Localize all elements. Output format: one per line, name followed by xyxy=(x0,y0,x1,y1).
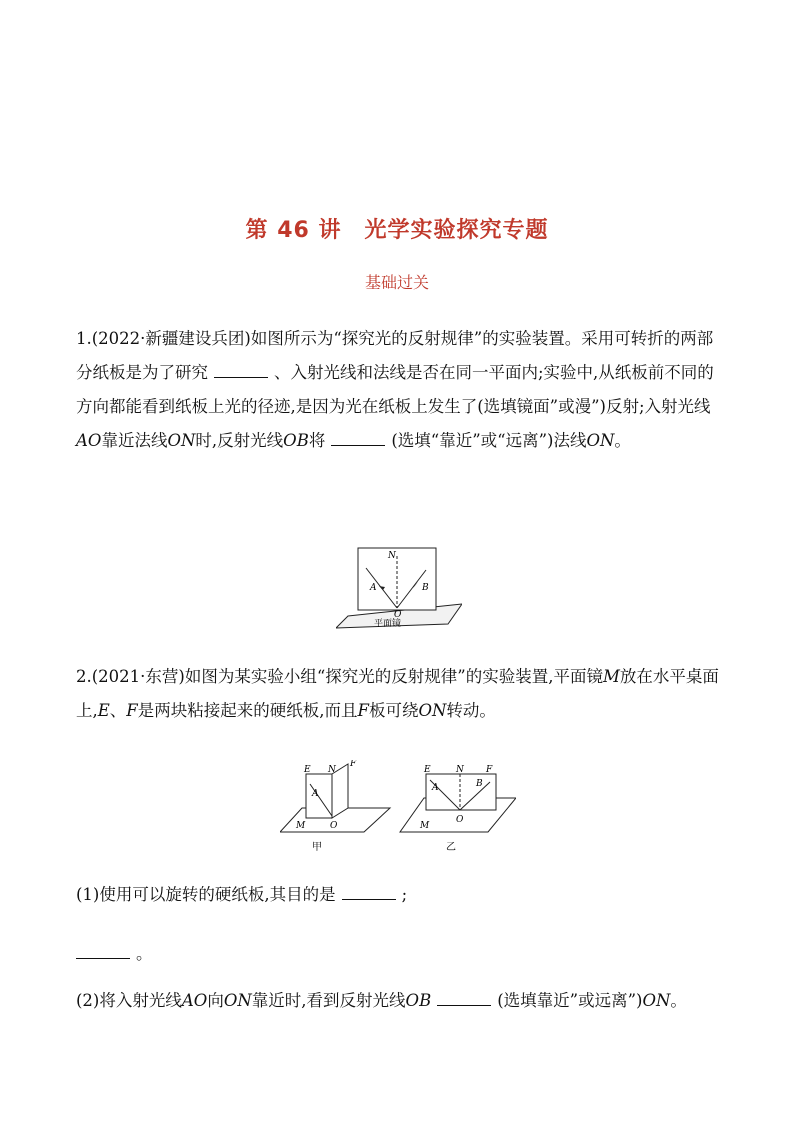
fig2-right-m: M xyxy=(420,821,430,831)
q1-text-e: 将 xyxy=(308,431,326,450)
fig2-right-a: A xyxy=(432,783,439,793)
question-2 xyxy=(76,660,721,728)
fig2-left-caption: 甲 xyxy=(312,842,322,853)
q2-text-b: 放在水平桌面上, xyxy=(76,667,719,720)
answer-blank-3[interactable] xyxy=(342,883,396,900)
fig2-left-m: M xyxy=(296,821,306,831)
answer-blank-5[interactable] xyxy=(437,989,491,1006)
question-2-part-1-cont xyxy=(76,940,153,964)
q2-2-on2: ON xyxy=(642,991,671,1010)
q2-text-d: 是两块粘接起来的硬纸板,而且 xyxy=(137,701,358,720)
q2-text-e2: 板可绕 xyxy=(368,701,419,720)
q2-1-period: 。 xyxy=(136,944,153,963)
fig2-right-e: E xyxy=(424,765,431,775)
q2-2-text-d: (选填靠近”或远离”) xyxy=(497,991,643,1010)
question-2-part-1 xyxy=(76,881,407,905)
q2-f2: F xyxy=(357,701,369,720)
q2-2-on: ON xyxy=(223,991,252,1010)
fig1-caption: 平面镜 xyxy=(374,619,402,629)
answer-blank-4[interactable] xyxy=(76,942,130,959)
q1-ao: AO xyxy=(76,431,102,450)
section-subtitle: 基础过关 xyxy=(364,273,429,292)
fig2-left-o: O xyxy=(330,821,338,831)
q2-2-text-a: (2)将入射光线 xyxy=(76,991,182,1010)
q2-2-text-b: 向 xyxy=(207,991,224,1010)
q1-on2: ON xyxy=(586,431,615,450)
fig2-right-f: F xyxy=(486,765,493,775)
fig1-label-o: O xyxy=(394,610,402,620)
figure-1-reflection-apparatus xyxy=(336,544,462,630)
question-2-part-2 xyxy=(76,987,687,1011)
q2-2-ob: OB xyxy=(405,991,432,1010)
q1-ob: OB xyxy=(283,431,309,450)
answer-blank-1[interactable] xyxy=(214,361,268,378)
q2-1-semicolon: ; xyxy=(401,885,408,904)
answer-blank-2[interactable] xyxy=(331,429,385,446)
q1-text-d: 时,反射光线 xyxy=(195,431,284,450)
q2-text-a: 2.(2021·东营)如图为某实验小组“探究光的反射规律”的实验装置,平面镜 xyxy=(76,667,603,686)
fig2-left-f: F xyxy=(350,760,357,769)
q1-text-c: 靠近法线 xyxy=(101,431,168,450)
q2-text-g: 转动。 xyxy=(446,701,496,720)
q2-2-ao: AO xyxy=(181,991,208,1010)
fig2-left-n: N xyxy=(328,765,336,775)
q2-e: E xyxy=(97,701,110,720)
fig1-label-n: N xyxy=(388,551,396,561)
page-title: 第 46 讲 光学实验探究专题 xyxy=(245,218,549,243)
q1-text-f: (选填“靠近”或“远离”)法线 xyxy=(391,431,587,450)
question-1 xyxy=(76,322,721,458)
q2-2-text-c: 靠近时,看到反射光线 xyxy=(251,991,406,1010)
fig1-label-a: A xyxy=(370,583,377,593)
fig2-left-e: E xyxy=(304,765,311,775)
q1-text-a: 1.(2022·新疆建设兵团)如图所示为“探究光的反射规律”的实验装置。采用可转折的两部分纸板是为了研究 xyxy=(76,329,714,382)
q1-on: ON xyxy=(167,431,196,450)
q2-2-period: 。 xyxy=(670,991,687,1010)
q2-text-c: 、 xyxy=(109,701,127,720)
fig2-right-caption: 乙 xyxy=(446,842,456,853)
q2-on: ON xyxy=(418,701,447,720)
fig2-left-a: A xyxy=(312,789,319,799)
q2-1-text: (1)使用可以旋转的硬纸板,其目的是 xyxy=(76,885,336,904)
fig2-right-b: B xyxy=(476,779,483,789)
fig1-label-b: B xyxy=(422,583,429,593)
fig2-right-n: N xyxy=(456,765,464,775)
figure-2-jia-yi-apparatus xyxy=(280,760,516,856)
q1-text-g: 。 xyxy=(614,431,631,450)
q1-text-b: 、入射光线和法线是否在同一平面内;实验中,从纸板前不同的方向都能看到纸板上光的径迹,是因为光在纸板上发生了(选填镜面”或漫”)反射;入射光线 xyxy=(76,363,714,416)
q2-f: F xyxy=(126,701,138,720)
fig2-right-o: O xyxy=(456,815,464,825)
q2-m: M xyxy=(602,667,620,686)
